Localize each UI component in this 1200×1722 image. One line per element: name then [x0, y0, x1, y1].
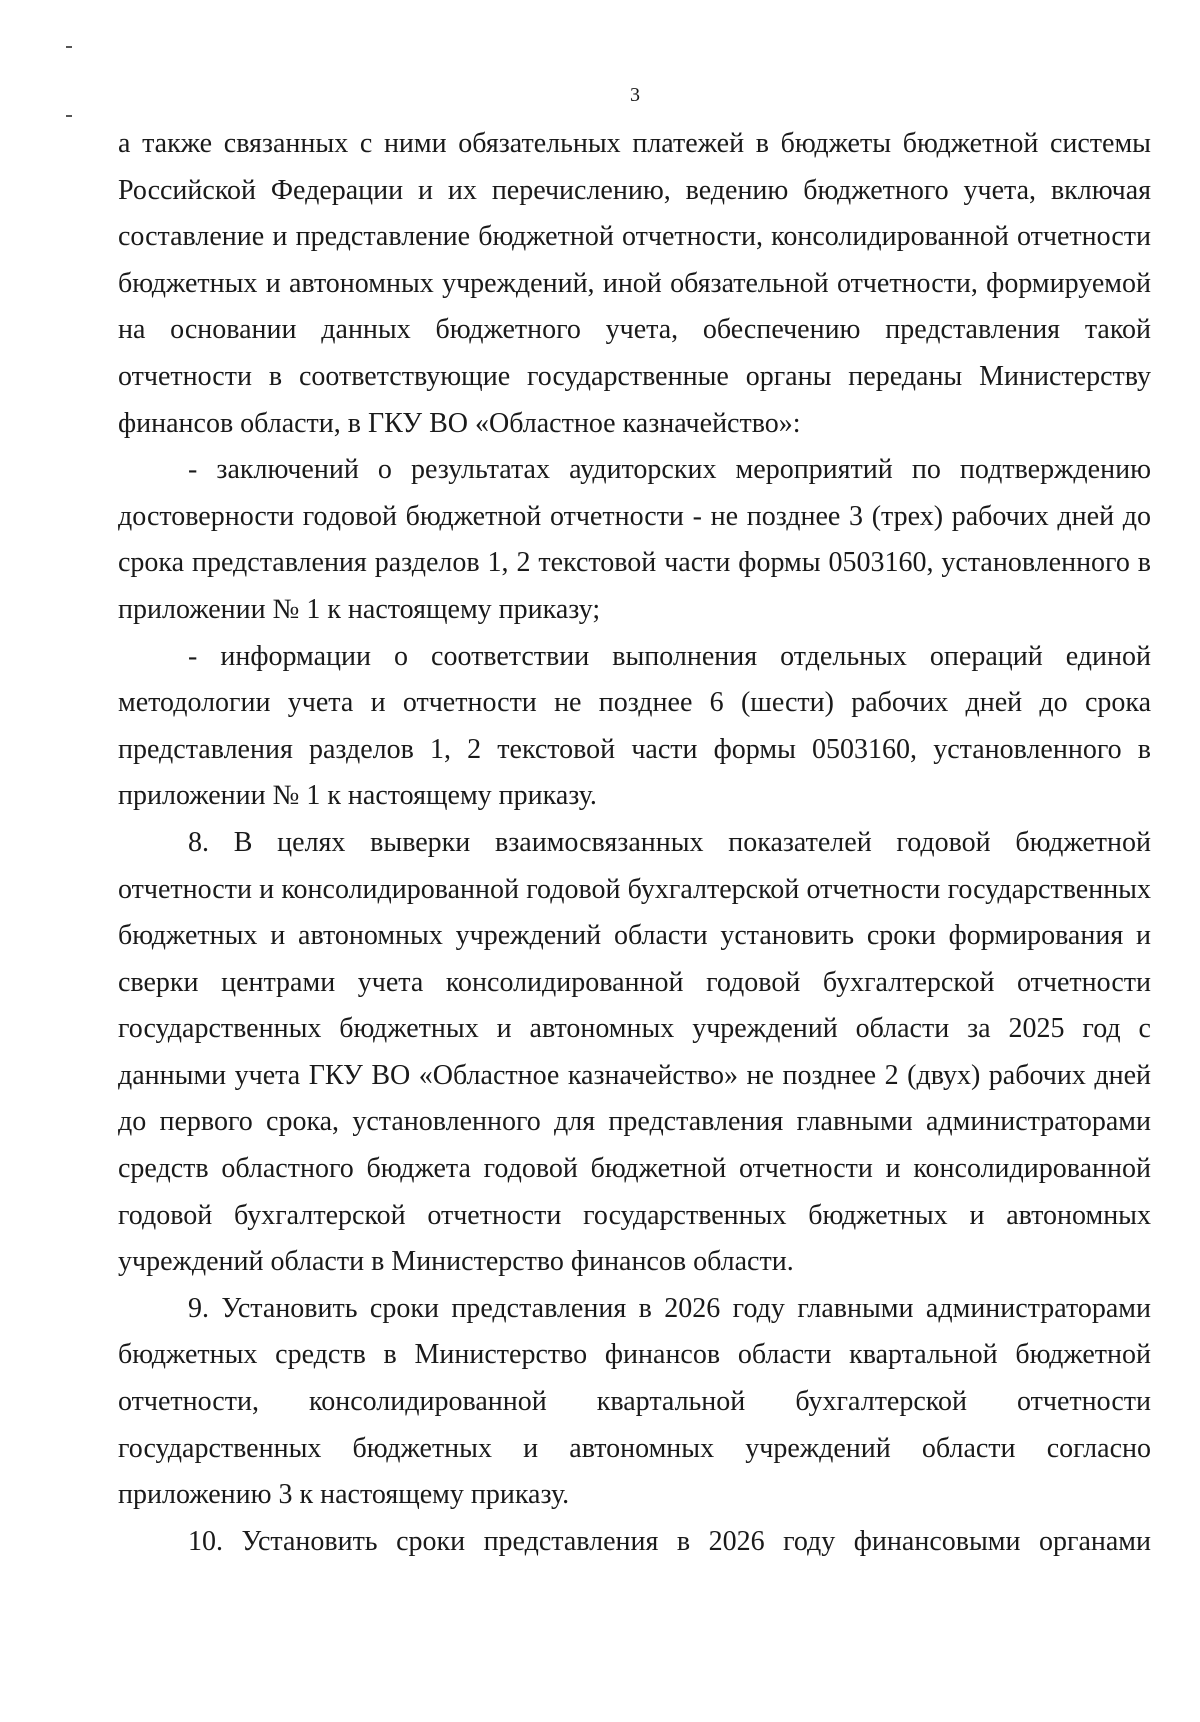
paragraph-item-10: 10. Установить сроки представления в 2026 году финансовыми органами — [188, 1525, 1151, 1557]
scan-artifact-mark — [66, 46, 72, 48]
paragraph-audit-conclusions: - заключений о результатах аудиторских мероприятий по подтверждению достоверности годовой бюджетной отчетности - не позднее 3 (трех) рабочих дней до срока представления разделов 1, 2 текстовой части формы 0503160, установленного в приложении № 1 к настоящему приказу; — [118, 454, 1151, 625]
page-number: 3 — [630, 84, 640, 106]
paragraph-continuation: а также связанных с ними обязательных платежей в бюджеты бюджетной системы Российской Федерации и их перечислению, ведению бюджетного учета, включая составление и представление бюджетной отчетности, консолидированной отчетности бюджетных и автономных учреждений, иной обязательной отчетности, формируемой на основании данных бюджетного учета, обеспечению представления такой отчетности в соответствующие государственные органы переданы Министерству финансов области, в ГКУ ВО «Областное казначейство»: — [118, 128, 1151, 439]
paragraph-methodology-info: - информации о соответствии выполнения отдельных операций единой методологии учета и отчетности не позднее 6 (шести) рабочих дней до срока представления разделов 1, 2 текстовой части формы 0503160, установленного в приложении № 1 к настоящему приказу. — [118, 640, 1151, 812]
paragraph-item-9: 9. Установить сроки представления в 2026 году главными администраторами бюджетных средств в Министерство финансов области квартальной бюджетной отчетности, консолидированной квартальной бухгалтерской отчетности государственных бюджетных и автономных учреждений области согласно приложению 3 к настоящему приказу. — [118, 1292, 1151, 1511]
scan-artifact-mark — [66, 115, 72, 117]
document-body — [118, 121, 1151, 1565]
paragraph-item-8: 8. В целях выверки взаимосвязанных показателей годовой бюджетной отчетности и консолидированной годовой бухгалтерской отчетности государственных бюджетных и автономных учреждений области установить сроки формирования и сверки центрами учета консолидированной годовой бухгалтерской отчетности государственных бюджетных и автономных учреждений области за 2025 год с данными учета ГКУ ВО «Областное казначейство» не позднее 2 (двух) рабочих дней до первого срока, установленного для представления главными администраторами средств областного бюджета годовой бюджетной отчетности и консолидированной годовой бухгалтерской отчетности государственных бюджетных и автономных учреждений области в Министерство финансов области. — [118, 826, 1151, 1278]
